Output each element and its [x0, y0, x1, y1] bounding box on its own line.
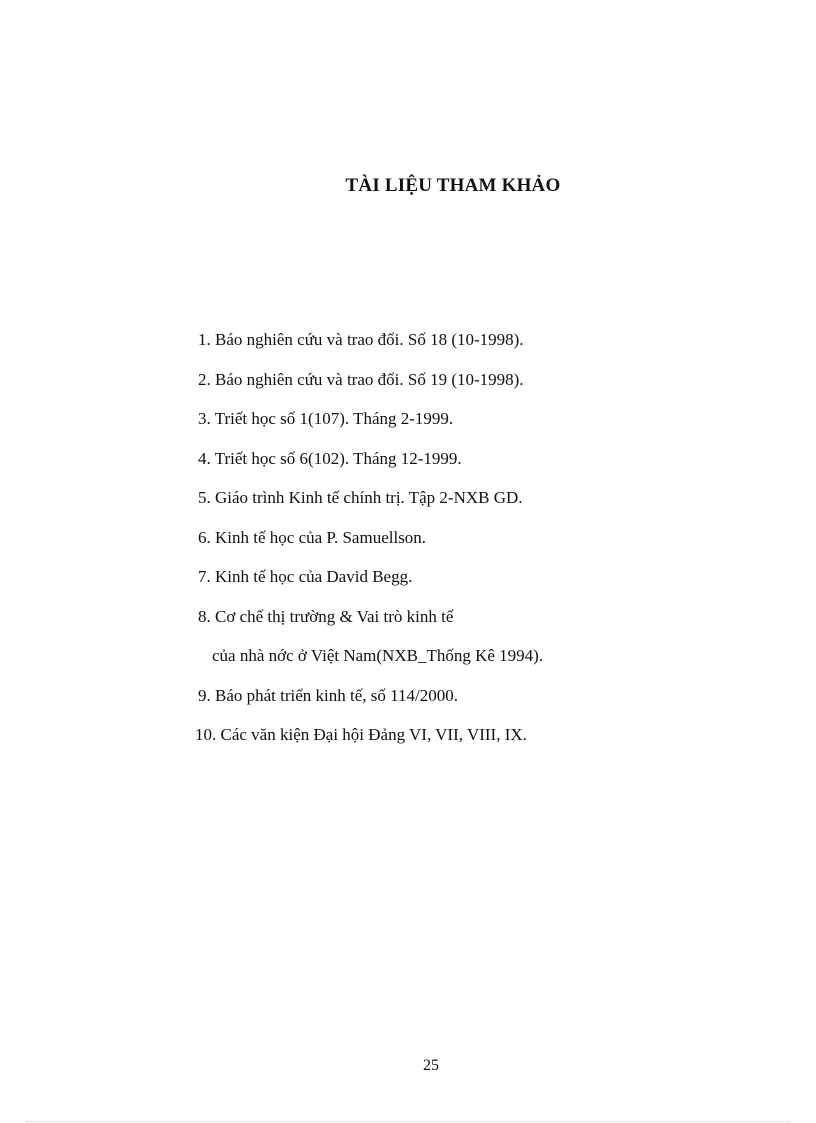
reference-list [195, 329, 544, 764]
page-title: TÀI LIỆU THAM KHẢO [345, 175, 561, 196]
reference-item: 3. Triết học số 1(107). Tháng 2-1999. [198, 409, 454, 428]
reference-item: 8. Cơ chế thị trường & Vai trò kinh tế [198, 606, 454, 626]
reference-item: 5. Giáo trình Kinh tế chính trị. Tập 2-NXB GD. [198, 488, 523, 507]
reference-item: 9. Báo phát triển kinh tế, số 114/2000. [198, 685, 459, 705]
reference-item: 1. Báo nghiên cứu và trao đổi. Số 18 (10-1998). [198, 330, 524, 349]
page-bottom-divider [26, 1121, 790, 1122]
reference-item: 2. Báo nghiên cứu và trao đổi. Số 19 (10-1998). [198, 369, 524, 389]
page-number: 25 [423, 1057, 439, 1074]
reference-item: 6. Kinh tế học của P. Samuellson. [198, 527, 427, 547]
reference-item: 4. Triết học số 6(102). Tháng 12-1999. [198, 448, 462, 468]
reference-item: 7. Kinh tế học của David Begg. [198, 567, 413, 586]
reference-item-continuation: của nhà nớc ở Việt Nam(NXB_Thống Kê 1994). [212, 646, 544, 665]
reference-item: 10. Các văn kiện Đại hội Đảng VI, VII, VIII, IX. [195, 725, 527, 744]
